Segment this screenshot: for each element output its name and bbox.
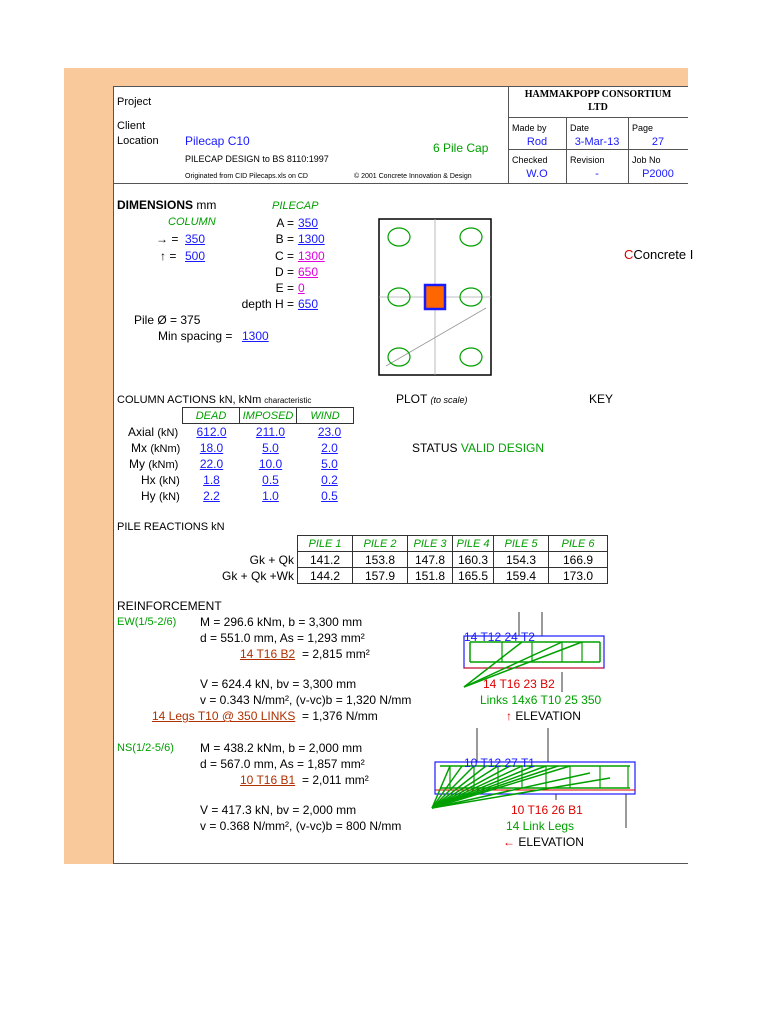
reactions-table [297, 535, 608, 584]
header-rule-1 [508, 117, 688, 118]
row-axial-label [128, 425, 178, 440]
plot-heading: PLOT [396, 392, 428, 406]
col-y-value[interactable]: 500 [185, 249, 206, 263]
status-value: VALID DESIGN [460, 441, 545, 455]
reaction-gkqkwk-pile-4: 165.5 [453, 568, 494, 584]
checked-value: W.O [526, 168, 548, 180]
key-label: KEY [589, 392, 614, 406]
reaction-gkqk-pile-6: 166.9 [549, 552, 608, 568]
my-dead[interactable]: 22.0 [199, 457, 224, 471]
hy-wind[interactable]: 0.5 [321, 489, 338, 503]
client-label: Client [117, 120, 146, 132]
dim-c-value[interactable]: 1300 [298, 249, 325, 263]
mx-wind[interactable]: 2.0 [321, 441, 338, 455]
axial-dead[interactable]: 612.0 [196, 425, 227, 439]
reactions-header-pile-1: PILE 1 [298, 536, 353, 552]
column-label: COLUMN [168, 216, 216, 228]
mx-label: Mx [131, 441, 147, 455]
hy-unit: (kN) [159, 491, 180, 503]
my-label: My [129, 457, 145, 471]
column-section [425, 285, 445, 309]
dim-e-label: E = [275, 281, 294, 295]
reaction-gkqkwk-pile-2: 157.9 [353, 568, 408, 584]
company-name-line1: HAMMAKPOPP CONSORTIUM [524, 89, 672, 100]
actions-title [117, 393, 311, 408]
hx-label: Hx [141, 473, 156, 487]
reaction-gkqk-pile-5: 154.3 [494, 552, 549, 568]
dimensions-unit: mm [196, 198, 217, 212]
reactions-header-pile-4: PILE 4 [453, 536, 494, 552]
mx-imposed[interactable]: 5.0 [262, 441, 279, 455]
hy-label: Hy [141, 489, 156, 503]
hx-wind[interactable]: 0.2 [321, 473, 338, 487]
col-x-value[interactable]: 350 [185, 232, 206, 246]
my-imposed[interactable]: 10.0 [258, 457, 283, 471]
dim-a-value[interactable]: 350 [298, 216, 319, 230]
ew-top-bars-label: 14 T12 24 T2 [464, 630, 535, 644]
reactions-header-pile-2: PILE 2 [353, 536, 408, 552]
location-value: Pilecap C10 [185, 134, 250, 148]
made-by-value: Rod [526, 136, 548, 148]
ns-bar-spec[interactable]: 10 T16 B1 [240, 773, 296, 787]
made-by-label: Made by [512, 123, 547, 133]
hy-imposed[interactable]: 1.0 [262, 489, 279, 503]
axial-unit: (kN) [157, 427, 179, 439]
reactions-header-pile-6: PILE 6 [549, 536, 608, 552]
dimensions-heading: DIMENSIONS [117, 198, 194, 212]
pilecap-plan-plot [378, 218, 492, 376]
reactions-header-pile-3: PILE 3 [408, 536, 453, 552]
up-arrow-icon: ↑ [506, 709, 512, 723]
dim-e-value[interactable]: 0 [298, 281, 305, 295]
axial-imposed[interactable]: 211.0 [255, 425, 286, 439]
ew-bar-area: = 2,815 mm² [302, 647, 370, 661]
ew-links-spec[interactable]: 14 Legs T10 @ 350 LINKS [152, 709, 296, 723]
ns-links-label: 14 Link Legs [506, 819, 575, 833]
actions-header-wind: WIND [297, 408, 354, 424]
pilecap-label: PILECAP [272, 200, 319, 212]
pile-diameter: Pile Ø = 375 [134, 313, 201, 327]
date-label: Date [570, 123, 590, 133]
header-top-rule [113, 86, 688, 87]
pile-cap-type: 6 Pile Cap [433, 141, 489, 155]
hy-dead[interactable]: 2.2 [203, 489, 220, 503]
reaction-gkqk-pile-3: 147.8 [408, 552, 453, 568]
header-rule-2 [508, 149, 688, 150]
mx-dead[interactable]: 18.0 [199, 441, 224, 455]
ew-bar-spec[interactable]: 14 T16 B2 [240, 647, 296, 661]
reaction-gkqk-pile-4: 160.3 [453, 552, 494, 568]
project-label: Project [117, 96, 152, 108]
axial-wind[interactable]: 23.0 [317, 425, 342, 439]
reaction-gkqkwk-pile-3: 151.8 [408, 568, 453, 584]
ns-line-2: d = 567.0 mm, As = 1,857 mm² [200, 757, 365, 771]
reactions-row-2-label: Gk + Qk +Wk [221, 569, 294, 583]
reaction-gkqkwk-pile-6: 173.0 [549, 568, 608, 584]
status-label: STATUS [412, 441, 458, 455]
dim-d-label: D = [274, 265, 294, 279]
col-x-symbol: → = [156, 232, 179, 246]
ew-links-value: = 1,376 N/mm [302, 709, 378, 723]
row-mx-label [131, 441, 180, 456]
reaction-gkqk-pile-1: 141.2 [298, 552, 353, 568]
reaction-gkqk-pile-2: 153.8 [353, 552, 408, 568]
plot-label [396, 392, 467, 407]
dim-a-label: A = [276, 216, 294, 230]
reaction-gkqkwk-pile-5: 159.4 [494, 568, 549, 584]
dim-b-value[interactable]: 1300 [298, 232, 325, 246]
ew-line-2: d = 551.0 mm, As = 1,293 mm² [200, 631, 365, 645]
my-wind[interactable]: 5.0 [321, 457, 338, 471]
ew-line-4: V = 624.4 kN, bv = 3,300 mm [200, 677, 357, 691]
my-unit: (kNm) [148, 459, 179, 471]
revision-value: - [595, 168, 599, 180]
ns-bar-area: = 2,011 mm² [302, 773, 369, 787]
dim-c-label: C = [274, 249, 294, 263]
mx-unit: (kNm) [150, 443, 181, 455]
actions-note: characteristic [264, 396, 312, 405]
ew-elevation-label: ↑ ELEVATION [506, 709, 581, 723]
ns-tag: NS(1/2-5/6) [117, 742, 174, 754]
actions-heading: COLUMN ACTIONS kN, kNm [117, 394, 262, 406]
job-label: Job No [632, 155, 661, 165]
brand-fragment: CConcrete I [624, 247, 694, 262]
dimensions-title [117, 198, 216, 212]
actions-values [182, 424, 359, 504]
reactions-row-1-label: Gk + Qk [249, 553, 294, 567]
ns-elevation-label: ← ELEVATION [503, 835, 584, 849]
actions-table [182, 407, 354, 424]
dim-h-value[interactable]: 650 [298, 297, 319, 311]
left-arrow-icon: ← [503, 835, 515, 849]
status-line [412, 441, 544, 455]
date-value: 3-Mar-13 [574, 136, 620, 148]
reinforcement-title: REINFORCEMENT [117, 599, 222, 613]
page-label: Page [632, 123, 654, 133]
checked-label: Checked [512, 155, 548, 165]
ew-tag: EW(1/5-2/6) [117, 616, 177, 628]
hx-dead[interactable]: 1.8 [203, 473, 220, 487]
sheet-subtitle: PILECAP DESIGN to BS 8110:1997 [185, 154, 329, 164]
actions-header-dead: DEAD [183, 408, 240, 424]
ns-line-1: M = 438.2 kNm, b = 2,000 mm [200, 741, 363, 755]
min-spacing-label: Min spacing = [158, 329, 233, 343]
ns-line-5: v = 0.368 N/mm², (v-vc)b = 800 N/mm [200, 819, 402, 833]
dim-b-label: B = [275, 232, 294, 246]
ew-line-5: v = 0.343 N/mm², (v-vc)b = 1,320 N/mm [200, 693, 412, 707]
actions-header-imposed: IMPOSED [240, 408, 297, 424]
dim-h-label: depth H = [241, 297, 294, 311]
dim-d-value[interactable]: 650 [298, 265, 319, 279]
company-name-line2: LTD [588, 102, 608, 113]
col-y-symbol: ↑ = [160, 249, 177, 263]
hx-unit: (kN) [159, 475, 180, 487]
axial-label: Axial [128, 425, 155, 439]
ns-bottom-bars-label: 10 T16 26 B1 [511, 803, 583, 817]
page-value: 27 [651, 136, 665, 148]
row-hx-label [141, 473, 180, 488]
location-label: Location [117, 135, 159, 147]
row-my-label [129, 457, 178, 472]
revision-label: Revision [570, 155, 605, 165]
ns-top-bars-label: 10 T12 27 T1 [464, 756, 535, 770]
reactions-header-pile-5: PILE 5 [494, 536, 549, 552]
copyright-note: © 2001 Concrete Innovation & Design [354, 173, 472, 180]
job-value: P2000 [642, 168, 674, 180]
ns-line-4: V = 417.3 kN, bv = 2,000 mm [200, 803, 357, 817]
plot-note: (to scale) [430, 395, 468, 405]
hx-imposed[interactable]: 0.5 [262, 473, 279, 487]
ew-bottom-bars-label: 14 T16 23 B2 [483, 677, 555, 691]
reaction-gkqkwk-pile-1: 144.2 [298, 568, 353, 584]
row-hy-label [141, 489, 180, 504]
ew-links-label: Links 14x6 T10 25 350 [480, 693, 602, 707]
ew-line-1: M = 296.6 kNm, b = 3,300 mm [200, 615, 363, 629]
min-spacing-value[interactable]: 1300 [242, 329, 269, 343]
originated-note: Originated from CID Pilecaps.xls on CD [185, 173, 308, 180]
reactions-title: PILE REACTIONS kN [117, 521, 225, 533]
